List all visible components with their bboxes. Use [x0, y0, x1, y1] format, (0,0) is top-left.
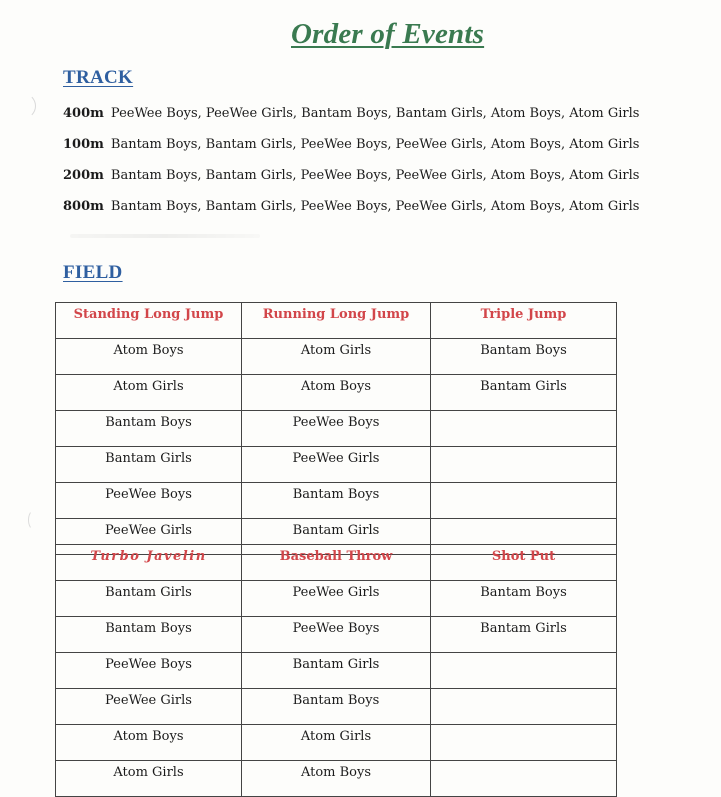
page-title: Order of Events [291, 18, 485, 50]
table-row [56, 483, 617, 519]
table-cell: Bantam Girls [431, 617, 617, 653]
scan-smudge [70, 234, 260, 238]
column-header-triple-jump: Triple Jump [431, 303, 617, 339]
track-distance: 800m [63, 199, 104, 214]
table-cell: Atom Boys [242, 375, 431, 411]
table-cell: PeeWee Girls [56, 519, 242, 555]
track-event-row [63, 137, 639, 152]
table-cell: Bantam Girls [56, 447, 242, 483]
table-row [56, 339, 617, 375]
table-cell: Bantam Girls [56, 581, 242, 617]
table-row [56, 447, 617, 483]
punch-hole-mark [10, 93, 36, 119]
table-cell: Bantam Girls [242, 653, 431, 689]
table-cell: Atom Girls [242, 339, 431, 375]
table-cell [431, 725, 617, 761]
column-header-baseball-throw: Baseball Throw [242, 545, 431, 581]
table-cell: Atom Girls [242, 725, 431, 761]
table-cell: Bantam Boys [56, 617, 242, 653]
table-row [56, 411, 617, 447]
table-cell: Atom Girls [56, 375, 242, 411]
table-cell: Bantam Boys [242, 689, 431, 725]
track-groups: Bantam Boys, Bantam Girls, PeeWee Boys, PeeWee Girls, Atom Boys, Atom Girls [110, 199, 640, 214]
table-cell: Atom Boys [242, 761, 431, 797]
track-groups: Bantam Boys, Bantam Girls, PeeWee Boys, PeeWee Girls, Atom Boys, Atom Girls [110, 137, 640, 152]
table-cell: Bantam Boys [242, 483, 431, 519]
table-cell: Atom Girls [56, 761, 242, 797]
table-cell: PeeWee Boys [242, 617, 431, 653]
table-cell [431, 689, 617, 725]
table-cell [431, 447, 617, 483]
track-distance: 200m [63, 168, 104, 183]
track-distance: 400m [63, 106, 104, 121]
track-event-row [63, 199, 639, 214]
table-cell: Atom Boys [56, 339, 242, 375]
table-cell: Bantam Boys [431, 581, 617, 617]
track-event-row [63, 168, 639, 183]
field-heading: FIELD [63, 262, 123, 283]
column-header-standing-long-jump: Standing Long Jump [56, 303, 242, 339]
table-cell: Atom Boys [56, 725, 242, 761]
track-groups: PeeWee Boys, PeeWee Girls, Bantam Boys, Bantam Girls, Atom Boys, Atom Girls [110, 106, 640, 121]
table-cell [431, 761, 617, 797]
table-row [56, 653, 617, 689]
track-heading: TRACK [63, 67, 134, 88]
table-cell: Bantam Girls [431, 375, 617, 411]
table-cell: PeeWee Boys [242, 411, 431, 447]
track-event-row [63, 106, 639, 121]
track-distance: 100m [63, 137, 104, 152]
table-cell: PeeWee Boys [56, 483, 242, 519]
table-header-row [56, 303, 617, 339]
table-row [56, 581, 617, 617]
table-cell: PeeWee Boys [56, 653, 242, 689]
table-cell [431, 653, 617, 689]
punch-hole-mark [28, 510, 40, 530]
column-header-shot-put: Shot Put [431, 545, 617, 581]
table-cell: Bantam Boys [56, 411, 242, 447]
column-header-turbo-javelin: Turbo Javelin [56, 545, 242, 581]
table-cell: Bantam Girls [242, 519, 431, 555]
table-header-row [56, 545, 617, 581]
table-cell [431, 483, 617, 519]
table-row [56, 689, 617, 725]
table-row [56, 761, 617, 797]
table-row [56, 617, 617, 653]
field-events-table-1 [55, 302, 617, 555]
table-cell [431, 411, 617, 447]
field-events-table-2 [55, 544, 617, 797]
table-cell: PeeWee Girls [56, 689, 242, 725]
track-groups: Bantam Boys, Bantam Girls, PeeWee Boys, PeeWee Girls, Atom Boys, Atom Girls [110, 168, 640, 183]
table-row [56, 375, 617, 411]
table-cell: PeeWee Girls [242, 581, 431, 617]
column-header-running-long-jump: Running Long Jump [242, 303, 431, 339]
table-cell: PeeWee Girls [242, 447, 431, 483]
table-row [56, 725, 617, 761]
table-cell: Bantam Boys [431, 339, 617, 375]
